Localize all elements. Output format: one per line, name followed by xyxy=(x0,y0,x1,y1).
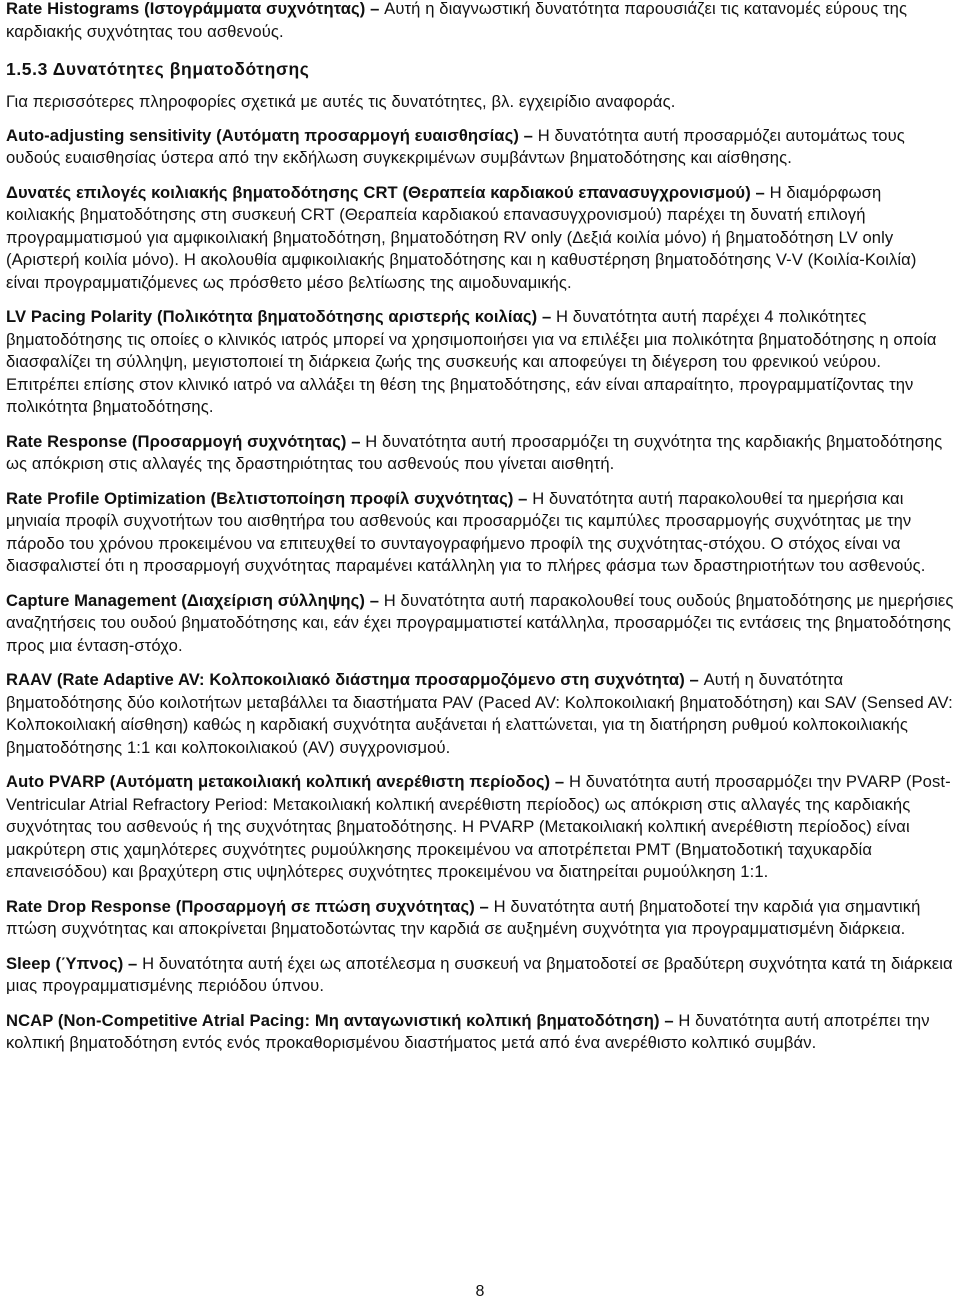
feature-lv-pacing-polarity xyxy=(6,306,954,419)
feature-text: Η διαμόρφωση κοιλιακής βηματοδότησης στη συσκευή CRT (Θεραπεία καρδιακού επανασυγχρονισμού) παρέχει τη δυνατή επιλογή προγραμματισμού για αμφικοιλιακή βηματοδότηση, βηματοδότηση RV only (Δεξιά κοιλία μόνο) ή βηματοδότηση LV only (Αριστερή κοιλία μόνο). Η ακολουθία αμφικοιλιακής βηματοδότησης και η καθυστέρηση βηματοδότησης V-V (Κοιλία-Κοιλία) είναι προγραμματιζόμενες ως πρόσθετο μέσο βελτίωσης της αιμοδυναμικής. xyxy=(6,182,917,292)
section-note: Για περισσότερες πληροφορίες σχετικά με αυτές τις δυνατότητες, βλ. εγχειρίδιο αναφοράς. xyxy=(6,92,676,111)
intro-term: Rate Histograms (Ιστογράμματα συχνότητας) – xyxy=(6,0,385,18)
feature-term: Rate Drop Response (Προσαρμογή σε πτώση συχνότητας) – xyxy=(6,896,494,916)
feature-text: Η δυνατότητα αυτή έχει ως αποτέλεσμα η συσκευή να βηματοδοτεί σε βραδύτερη συχνότητα κατά τη διάρκεια μιας προγραμματισμένης περιόδου ύπνου. xyxy=(6,953,953,995)
feature-rate-drop-response xyxy=(6,896,954,941)
feature-term: Δυνατές επιλογές κοιλιακής βηματοδότησης CRT (Θεραπεία καρδιακού επανασυγχρονισμού) – xyxy=(6,182,770,202)
feature-term: Capture Management (Διαχείριση σύλληψης) – xyxy=(6,590,384,610)
page-number: 8 xyxy=(475,1283,485,1300)
intro-text: Αυτή η διαγνωστική δυνατότητα παρουσιάζει τις κατανομές εύρους της καρδιακής συχνότητας του ασθενούς. xyxy=(6,0,908,41)
feature-text: Η δυνατότητα αυτή προσαρμόζει την PVARP (Post-Ventricular Atrial Refractory Period: Μετακοιλιακή κολπική ανερέθιστη περίοδος) ως απόκριση στις αλλαγές της καρδιακής συχνότητας του ασθενούς ή της συχνότητας βηματοδότησης. Η PVARP (Μετακοιλιακή κολπική ανερέθιστη περίοδος) είναι μακρύτερη στις χαμηλότερες συχνότητες ρυμούλκησης προκειμένου να αποτρέπεται PMT (Βηματοδοτική ταχυκαρδία επανεισόδου) και βραχύτερη στις υψηλότερες συχνότητες προκειμένου να διατηρείται ρυμούλκηση 1:1. xyxy=(6,772,951,881)
section-heading: 1.5.3 Δυνατότητες βηματοδότησης xyxy=(6,59,310,79)
feature-auto-adjusting-sensitivity xyxy=(6,125,954,170)
document-page xyxy=(6,0,954,1055)
feature-term: RAAV (Rate Adaptive AV: Κολποκοιλιακό διάστημα προσαρμοζόμενο στη συχνότητα) – xyxy=(6,670,704,689)
feature-term: Auto PVARP (Αυτόματη μετακοιλιακή κολπική ανερέθιστη περίοδος) – xyxy=(6,772,569,791)
feature-term: Rate Response (Προσαρμογή συχνότητας) – xyxy=(6,431,366,451)
feature-text: Η δυνατότητα αυτή προσαρμόζει τη συχνότητα της καρδιακής βηματοδότησης ως απόκριση στις αλλαγές της δραστηριότητας του ασθενούς που γίνεται αισθητή. xyxy=(6,431,943,473)
feature-text: Η δυνατότητα αυτή παρακολουθεί τους ουδούς βηματοδότησης με ημερήσιες αναζητήσεις του ουδού βηματοδότησης και, εάν έχει προγραμματιστεί κατάλληλα, προσαρμόζει τις εντάσεις της βηματοδότησης προς μια ένταση-στόχο. xyxy=(6,590,954,655)
feature-sleep xyxy=(6,953,954,998)
intro-paragraph xyxy=(6,0,954,43)
feature-auto-pvarp xyxy=(6,771,954,884)
feature-term: Sleep (Ύπνος) – xyxy=(6,953,143,973)
feature-term: NCAP (Non-Competitive Atrial Pacing: Μη ανταγωνιστική κολπική βηματοδότηση) – xyxy=(6,1010,679,1030)
feature-term: Auto-adjusting sensitivity (Αυτόματη προσαρμογή ευαισθησίας) – xyxy=(6,125,538,145)
feature-raav xyxy=(6,669,954,759)
feature-text: Η δυνατότητα αυτή παρακολουθεί τα ημερήσια και μηνιαία προφίλ συχνοτήτων του αισθητήρα του ασθενούς και προσαρμόζει τις καμπύλες προσαρμογής συχνότητας με την πάροδο του χρόνου προκειμένου να επιτευχθεί το συνταγογραφήμενο προφίλ της συχνότητας-στόχου. Ο στόχος είναι να διασφαλιστεί ότι η προσαρμογή συχνότητας παραμένει κατάλληλη για το πλήρες φάσμα των δραστηριοτήτων του ασθενούς. xyxy=(6,488,926,575)
feature-text: Η δυνατότητα αυτή παρέχει 4 πολικότητες βηματοδότησης τις οποίες ο κλινικός ιατρός μπορεί να χρησιμοποιήσει για να επιλέξει μια πολικότητα βηματοδότησης η οποία διασφαλίζει τη σύλληψη, μεγιστοποιεί τη διάρκεια ζωής της συσκευής και αποφεύγει τη διέγερση του φρενικού νεύρου. Επιτρέπει επίσης στον κλινικό ιατρό να αλλάξει τη θέση της βηματοδότησης, εάν είναι απαραίτητο, προγραμματίζοντας την πολικότητα βηματοδότησης. xyxy=(6,307,937,416)
feature-capture-management xyxy=(6,590,954,658)
feature-text: Αυτή η δυνατότητα βηματοδότησης δύο κοιλοτήτων μεταβάλλει τα διαστήματα PAV (Paced AV: Κολποκοιλιακή βηματοδότηση) και SAV (Sensed AV: Κολποκοιλιακή αίσθηση) καθώς η καρδιακή συχνότητα αυξάνεται ή ελαττώνεται, για τη διατήρηση ρυθμού κολποκοιλιακής βηματοδότησης 1:1 και κολποκοιλιακού (AV) συγχρονισμού. xyxy=(6,670,953,757)
feature-crt-pacing-options xyxy=(6,182,954,295)
feature-rate-response xyxy=(6,431,954,476)
feature-ncap xyxy=(6,1010,954,1055)
feature-term: LV Pacing Polarity (Πολικότητα βηματοδότησης αριστερής κοιλίας) – xyxy=(6,307,556,326)
feature-text: Η δυνατότητα αυτή αποτρέπει την κολπική βηματοδότηση εντός ενός προκαθορισμένου διαστήματος μετά από ένα ανερέθιστο κολπικό συμβάν. xyxy=(6,1010,930,1052)
feature-rate-profile-optimization xyxy=(6,488,954,578)
feature-term: Rate Profile Optimization (Βελτιστοποίηση προφίλ συχνότητας) – xyxy=(6,488,533,508)
feature-text: Η δυνατότητα αυτή προσαρμόζει αυτομάτως τους ουδούς ευαισθησίας ύστερα από την εκδήλωση συγκεκριμένων συμβάντων βηματοδότησης και αίσθησης. xyxy=(6,125,905,167)
feature-text: Η δυνατότητα αυτή βηματοδοτεί την καρδιά για σημαντική πτώση συχνότητας και αποκρίνεται βηματοδοτώντας την καρδιά σε αυξημένη συχνότητα για προγραμματισμένη διάρκεια. xyxy=(6,896,921,938)
